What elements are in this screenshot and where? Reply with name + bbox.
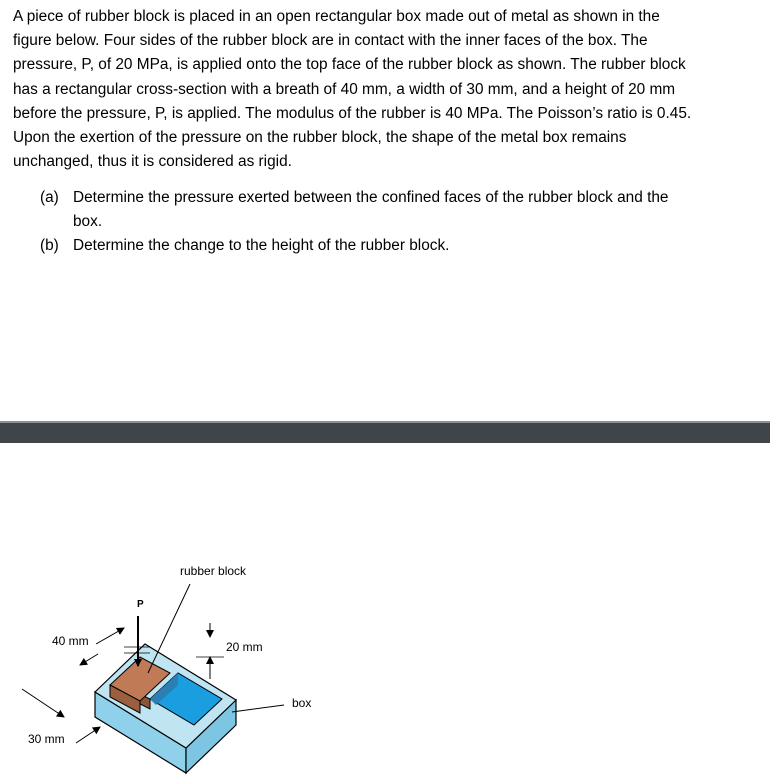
- figure-drawing: [0, 441, 770, 777]
- problem-line: figure below. Four sides of the rubber block are in contact with the inner faces of the box. The: [13, 32, 648, 50]
- section-divider: [0, 421, 770, 443]
- part-text: [73, 186, 760, 234]
- problem-line: has a rectangular cross-section with a breath of 40 mm, a width of 30 mm, and a height of 20 mm: [13, 80, 676, 98]
- question-parts: [40, 186, 760, 259]
- dim-30-label: 30 mm: [28, 732, 65, 746]
- part-text-line: Determine the pressure exerted between the confined faces of the rubber block and the: [73, 189, 669, 206]
- dim-30-arrow-lower: [76, 727, 100, 743]
- box-leader: [232, 705, 284, 712]
- dim-40-arrow-right: [96, 628, 124, 644]
- dim-40-arrow-left: [80, 654, 98, 665]
- dim-30-arrow-upper: [22, 689, 64, 717]
- part-label: (b): [40, 237, 59, 255]
- problem-line: Upon the exertion of the pressure on the rubber block, the shape of the metal box remains: [13, 129, 627, 147]
- part-text: Determine the change to the height of the rubber block.: [73, 237, 450, 255]
- dim-40-label: 40 mm: [52, 634, 89, 648]
- rubber-block-label: rubber block: [180, 564, 247, 578]
- problem-line: before the pressure, P, is applied. The modulus of the rubber is 40 MPa. The Poisson’s ratio is 0.45.: [13, 104, 692, 122]
- problem-line: pressure, P, of 20 MPa, is applied onto the top face of the rubber block as shown. The rubber block: [13, 56, 686, 74]
- part-text-line: box.: [73, 213, 103, 231]
- rubber-block-figure: [0, 441, 770, 777]
- dim-20-label: 20 mm: [226, 640, 263, 654]
- pressure-label: P: [137, 599, 144, 610]
- box-label: box: [292, 696, 312, 710]
- question-part-a: [40, 186, 760, 234]
- problem-statement: [13, 5, 763, 174]
- problem-line: unchanged, thus it is considered as rigid.: [13, 153, 292, 171]
- problem-line: A piece of rubber block is placed in an open rectangular box made out of metal as shown in the: [13, 8, 660, 25]
- part-label: (a): [40, 189, 59, 206]
- question-part-b: [40, 234, 760, 258]
